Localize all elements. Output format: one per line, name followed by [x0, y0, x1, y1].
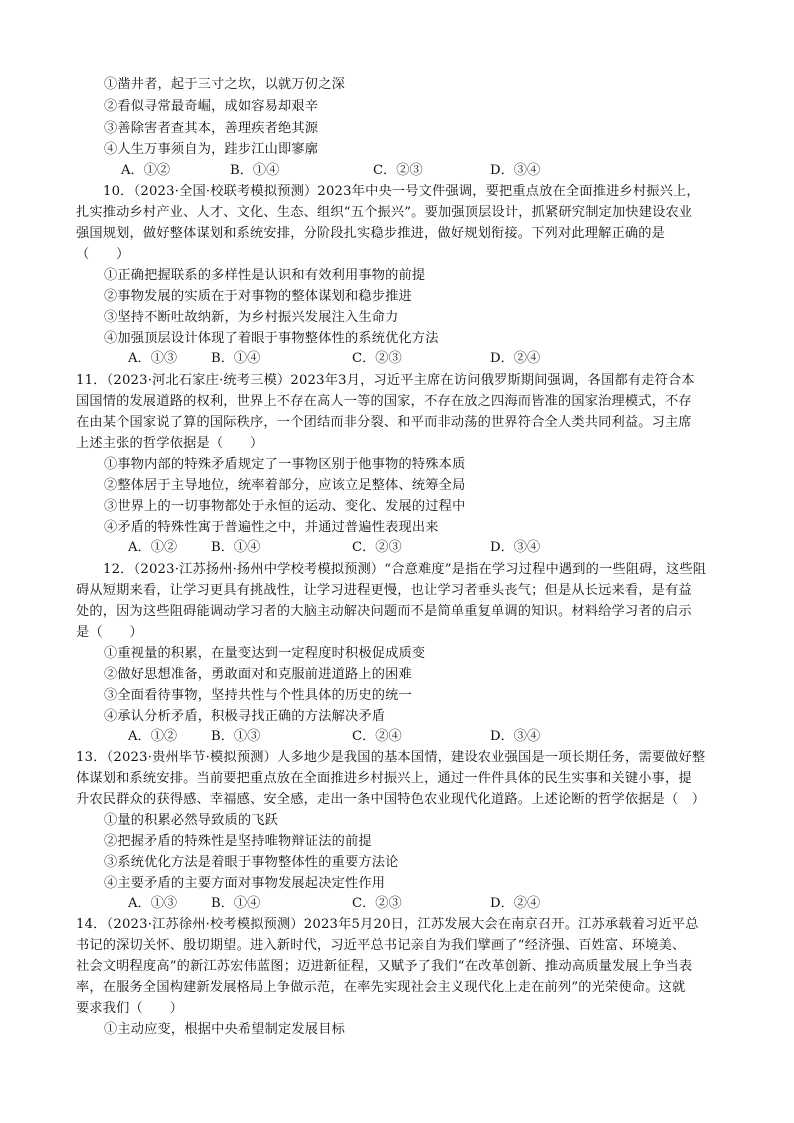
q13-option-3: ③系统优化方法是着眼于事物整体性的重要方法论 [104, 855, 399, 870]
q12-answer-c: C．②④ [352, 729, 402, 744]
q10-stem-line-3: 强国规划，做好整体谋划和系统安排，分阶段扎实稳步推进，做好规划衔接。下列对此理解正确的是 [76, 226, 666, 241]
q10-stem-line-4: （ ） [76, 247, 130, 262]
q9-option-4: ④人生万事须自为，跬步江山即寥廓 [104, 142, 319, 157]
q9-answer-c: C．②③ [373, 163, 423, 178]
q9-answer-d: D．③④ [490, 163, 541, 178]
q12-answer-b: B．①③ [211, 729, 261, 744]
q14-option-1: ①主动应变，根据中央希望制定发展目标 [104, 1022, 345, 1037]
q13-answer-b: B．①④ [211, 896, 261, 911]
q10-option-4: ④加强顶层设计体现了着眼于事物整体性的系统优化方法 [104, 331, 439, 346]
q13-option-1: ①量的积累必然导致质的飞跃 [104, 813, 279, 828]
q9-option-3: ③善除害者查其本，善理疾者绝其源 [104, 121, 319, 136]
q11-option-2: ②整体居于主导地位，统率着部分，应该立足整体、统筹全局 [104, 478, 466, 493]
q14-stem-line-5: 要求我们（ ） [76, 1001, 184, 1016]
q12-answer-d: D．③④ [490, 729, 541, 744]
q12-answer-a: A．①② [128, 729, 178, 744]
q13-answer-d: D．②④ [490, 896, 541, 911]
q10-answer-a: A．①③ [128, 351, 178, 366]
q10-answer-b: B．①④ [211, 351, 261, 366]
q11-stem-line-4: 上述主张的哲学依据是（ ） [76, 436, 264, 451]
q13-stem-line-2: 体谋划和系统安排。当前要把重点放在全面推进乡村振兴上，通过一件件具体的民生实事和关键小事，提 [76, 771, 692, 786]
q12-stem-line-3: 处的，因为这些阻碍能调动学习者的大脑主动解决问题而不是简单重复单调的知识。材料给学习者的启示 [76, 604, 692, 619]
q11-answer-a: A．①② [128, 540, 178, 555]
q11-answer-d: D．③④ [490, 540, 541, 555]
q10-stem-line-1: 10．（2023·全国·校联考模拟预测）2023年中央一号文件强调，要把重点放在全面推进乡村振兴上， [103, 184, 700, 199]
q11-option-4: ④矛盾的特殊性寓于普遍性之中，并通过普遍性表现出来 [104, 520, 439, 535]
q9-answer-b: B．①④ [230, 163, 280, 178]
q12-option-1: ①重视量的积累，在量变达到一定程度时积极促成质变 [104, 646, 426, 661]
q10-answer-d: D．②④ [490, 351, 541, 366]
q12-stem-line-1: 12．（2023·江苏扬州·扬州中学校考模拟预测）“合意难度”是指在学习过程中遇到的一些阻碍，这些阻 [103, 562, 707, 577]
q12-option-4: ④承认分析矛盾，积极寻找正确的方法解决矛盾 [104, 709, 386, 724]
q14-stem-line-4: 率，在服务全国构建新发展格局上争做示范，在率先实现社会主义现代化上走在前列”的光荣使命。这就 [76, 980, 686, 995]
q10-stem-line-2: 扎实推动乡村产业、人才、文化、生态、组织“五个振兴”。要加强顶层设计，抓紧研究制定加快建设农业 [76, 205, 693, 220]
q13-answer-a: A．①③ [128, 896, 178, 911]
q11-answer-b: B．①④ [211, 540, 261, 555]
q12-stem-line-4: 是（ ） [76, 625, 143, 640]
q11-stem-line-2: 国国情的发展道路的权利，世界上不存在高人一等的国家，不存在放之四海而皆准的国家治理模式，不存 [76, 394, 692, 409]
q12-stem-line-2: 碍从短期来看，让学习更具有挑战性，让学习进程更慢，也让学习者垂头丧气；但是从长远来看，是有益 [76, 583, 692, 598]
q14-stem-line-1: 14．（2023·江苏徐州·校考模拟预测）2023年5月20日，江苏发展大会在南京召开。江苏承载着习近平总 [76, 917, 699, 932]
q9-option-2: ②看似寻常最奇崛，成如容易却艰辛 [104, 99, 319, 114]
q9-option-1: ①凿井者，起于三寸之坎，以就万仞之深 [104, 77, 345, 92]
q11-stem-line-3: 在由某个国家说了算的国际秩序，一个团结而非分裂、和平而非动荡的世界符合全人类共同利益。习主席 [76, 415, 692, 430]
q13-stem-line-1: 13．（2023·贵州毕节·模拟预测）人多地少是我国的基本国情，建设农业强国是一项长期任务，需要做好整 [76, 750, 706, 765]
q12-option-2: ②做好思想准备，勇敢面对和克服前进道路上的困难 [104, 667, 412, 682]
q10-option-1: ①正确把握联系的多样性是认识和有效利用事物的前提 [104, 268, 426, 283]
q14-stem-line-3: 社会文明程度高”的新江苏宏伟蓝图；迈进新征程，又赋予了我们“在改革创新、推动高质量发展上争当表 [76, 959, 693, 974]
q13-option-2: ②把握矛盾的特殊性是坚持唯物辩证法的前提 [104, 834, 372, 849]
q13-answer-c: C．②③ [352, 896, 402, 911]
q9-answer-a: A．①② [121, 163, 171, 178]
q10-answer-c: C．②③ [352, 351, 402, 366]
q12-option-3: ③全面看待事物，坚持共性与个性具体的历史的统一 [104, 688, 412, 703]
q11-stem-line-1: 11．（2023·河北石家庄·统考三模）2023年3月，习近平主席在访问俄罗斯期间强调，各国都有走符合本 [76, 373, 695, 388]
q10-option-2: ②事物发展的实质在于对事物的整体谋划和稳步推进 [104, 289, 412, 304]
q14-stem-line-2: 书记的深切关怀、殷切期望。进入新时代，习近平总书记亲自为我们擘画了“经济强、百姓富、环境美、 [76, 938, 686, 953]
q13-option-4: ④主要矛盾的主要方面对事物发展起决定性作用 [104, 876, 386, 891]
q11-answer-c: C．②③ [352, 540, 402, 555]
q11-option-1: ①事物内部的特殊矛盾规定了一事物区别于他事物的特殊本质 [104, 457, 466, 472]
q11-option-3: ③世界上的一切事物都处于永恒的运动、变化、发展的过程中 [104, 499, 466, 514]
q10-option-3: ③坚持不断吐故纳新，为乡村振兴发展注入生命力 [104, 310, 399, 325]
q13-stem-line-3: 升农民群众的获得感、幸福感、安全感，走出一条中国特色农业现代化道路。上述论断的哲学依据是（ ） [76, 792, 706, 807]
